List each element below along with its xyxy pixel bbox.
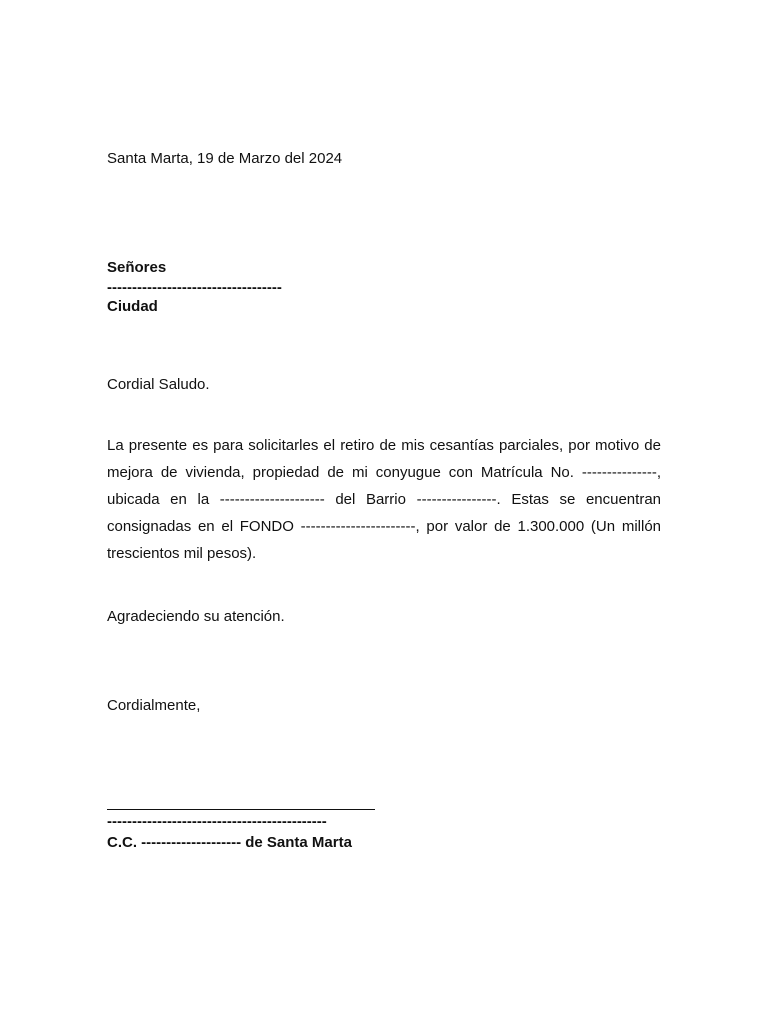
signature-name-blank: -------------------------------------------- <box>107 813 327 830</box>
letter-greeting: Cordial Saludo. <box>107 376 210 393</box>
recipient-city: Ciudad <box>107 298 158 315</box>
letter-thanks: Agradeciendo su atención. <box>107 608 285 625</box>
recipient-title: Señores <box>107 259 167 276</box>
signature-id-line: C.C. -------------------- de Santa Marta <box>107 834 352 851</box>
letter-closing: Cordialmente, <box>107 697 201 714</box>
letter-date: Santa Marta, 19 de Marzo del 2024 <box>107 150 343 167</box>
signature-line <box>107 809 375 810</box>
recipient-name-blank: ----------------------------------- <box>107 279 282 296</box>
letter-body: La presente es para solicitarles el retiro de mis cesantías parciales, por motivo de mejora de vivienda, propiedad de mi conyugue con Matrícula No. ---------------, ubicada en la --------------------- del Barrio ----------------. Estas se encuentran consignadas en el FONDO -----------------------, por valor de 1.300.000 (Un millón trescientos mil pesos). <box>107 437 661 562</box>
